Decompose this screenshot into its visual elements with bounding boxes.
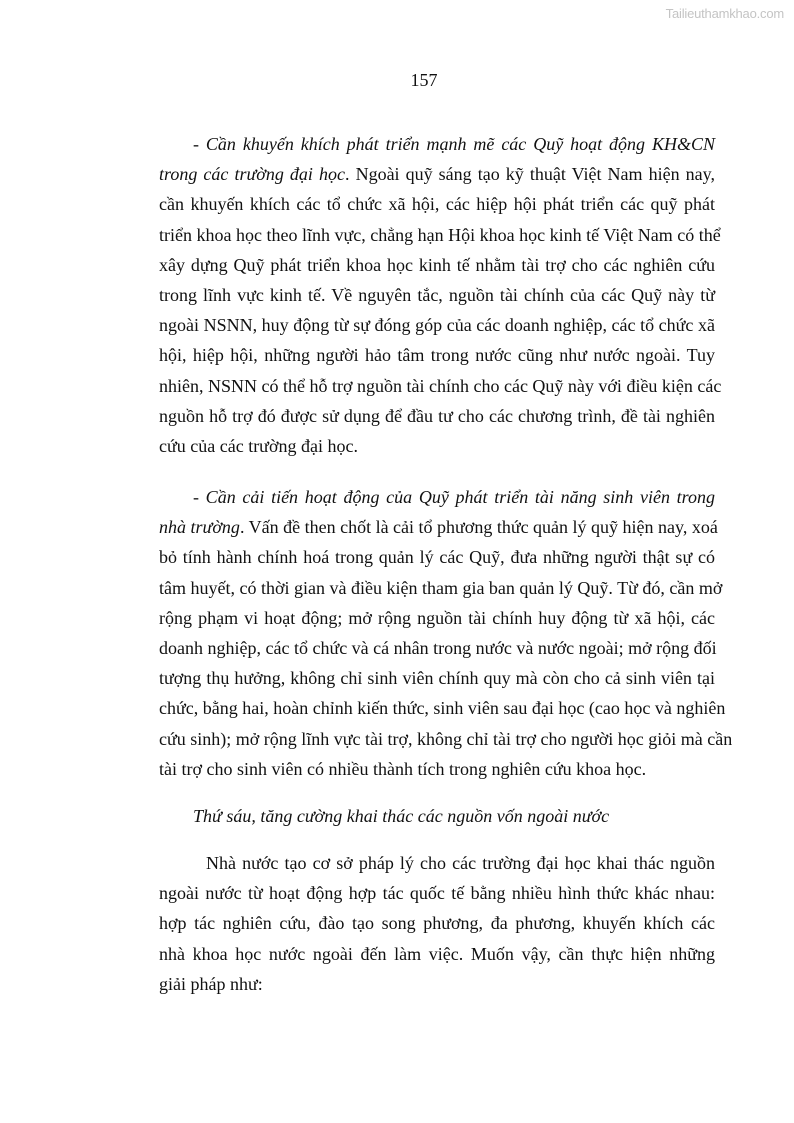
body-text: ngoài nước từ hoạt động hợp tác quốc tế bằng nhiều hình thức khác nhau:: [159, 883, 715, 904]
body-text: nhiên, NSNN có thể hỗ trợ nguồn tài chính cho các Quỹ này với điều kiện các: [159, 375, 722, 396]
text-line: [159, 405, 715, 427]
text-line: [159, 314, 715, 336]
text-line: [159, 607, 715, 629]
text-line: [159, 637, 715, 659]
italic-text: trong các trường đại học: [159, 164, 345, 185]
body-text: . Vấn đề then chốt là cải tổ phương thức quản lý quỹ hiện nay, xoá: [239, 517, 718, 538]
body-text: . Ngoài quỹ sáng tạo kỹ thuật Việt Nam hiện nay,: [345, 164, 715, 185]
page-number: 157: [410, 70, 438, 90]
text-line: [159, 758, 715, 780]
text-line: [159, 973, 715, 995]
text-line: [159, 912, 715, 934]
body-text: hội, hiệp hội, những người hảo tâm trong nước cũng như nước ngoài. Tuy: [159, 345, 715, 366]
text-line: [159, 224, 721, 246]
text-line: [159, 344, 715, 366]
body-text: trong lĩnh vực kinh tế. Về nguyên tắc, nguồn tài chính của các Quỹ này từ: [159, 285, 715, 305]
text-line: [159, 728, 733, 750]
body-text: bỏ tính hành chính hoá trong quản lý các Quỹ, đưa những người thật sự có: [159, 547, 715, 568]
watermark: Tailieuthamkhao.com: [665, 6, 784, 21]
body-text: nguồn hỗ trợ đó được sử dụng để đầu tư cho các chương trình, đề tài nghiên: [159, 405, 715, 426]
body-text: xây dựng Quỹ phát triển khoa học kinh tế nhằm tài trợ cho các nghiên cứu: [159, 254, 715, 275]
body-text: giải pháp như:: [159, 973, 263, 994]
text-line: [159, 254, 715, 276]
body-text: Nhà nước tạo cơ sở pháp lý cho các trường đại học khai thác nguồn: [206, 853, 715, 873]
body-text: tâm huyết, có thời gian và điều kiện tham gia ban quản lý Quỹ. Từ đó, cần mở: [159, 577, 723, 598]
text-line: [159, 882, 715, 904]
text-line: [193, 133, 715, 155]
text-line: [159, 943, 715, 965]
body-text: tượng thụ hưởng, không chỉ sinh viên chính quy mà còn cho cả sinh viên tại: [159, 668, 715, 689]
body-text: triển khoa học theo lĩnh vực, chẳng hạn Hội khoa học kinh tế Việt Nam có thể: [159, 224, 721, 245]
text-line: [159, 546, 715, 568]
body-text: doanh nghiệp, các tổ chức và cá nhân trong nước và nước ngoài; mở rộng đối: [159, 638, 717, 658]
body-text: cứu của các trường đại học.: [159, 436, 358, 456]
body-text: cần khuyến khích các tổ chức xã hội, các hiệp hội phát triển các quỹ phát: [159, 194, 715, 215]
italic-text: nhà trường: [159, 517, 240, 538]
body-text: nhà khoa học nước ngoài đến làm việc. Muốn vậy, cần thực hiện những: [159, 943, 715, 964]
text-line: [159, 375, 722, 397]
text-line: [159, 516, 718, 538]
text-line: [159, 284, 715, 306]
italic-text: - Cần cải tiến hoạt động của Quỹ phát triển tài năng sinh viên trong: [193, 487, 715, 507]
text-line: [206, 852, 715, 874]
italic-text: - Cần khuyến khích phát triển mạnh mẽ các Quỹ hoạt động KH&CN: [193, 134, 715, 154]
section-heading: Thứ sáu, tăng cường khai thác các nguồn vốn ngoài nước: [193, 806, 610, 826]
text-line: [159, 163, 715, 185]
text-line: [159, 577, 723, 599]
text-line: [159, 435, 715, 457]
body-text: chức, bằng hai, hoàn chỉnh kiến thức, sinh viên sau đại học (cao học và nghiên: [159, 698, 726, 719]
text-line: [159, 697, 726, 719]
body-text: cứu sinh); mở rộng lĩnh vực tài trợ, không chỉ tài trợ cho người học giỏi mà cần: [159, 728, 733, 749]
body-text: ngoài NSNN, huy động từ sự đóng góp của các doanh nghiệp, các tổ chức xã: [159, 315, 715, 336]
body-text: hợp tác nghiên cứu, đào tạo song phương, đa phương, khuyến khích các: [159, 913, 715, 934]
text-line: [159, 667, 715, 689]
body-text: rộng phạm vi hoạt động; mở rộng nguồn tài chính huy động từ xã hội, các: [159, 607, 715, 628]
body-text: tài trợ cho sinh viên có nhiều thành tích trong nghiên cứu khoa học.: [159, 758, 647, 779]
text-line: [193, 486, 715, 508]
text-line: [159, 193, 715, 215]
